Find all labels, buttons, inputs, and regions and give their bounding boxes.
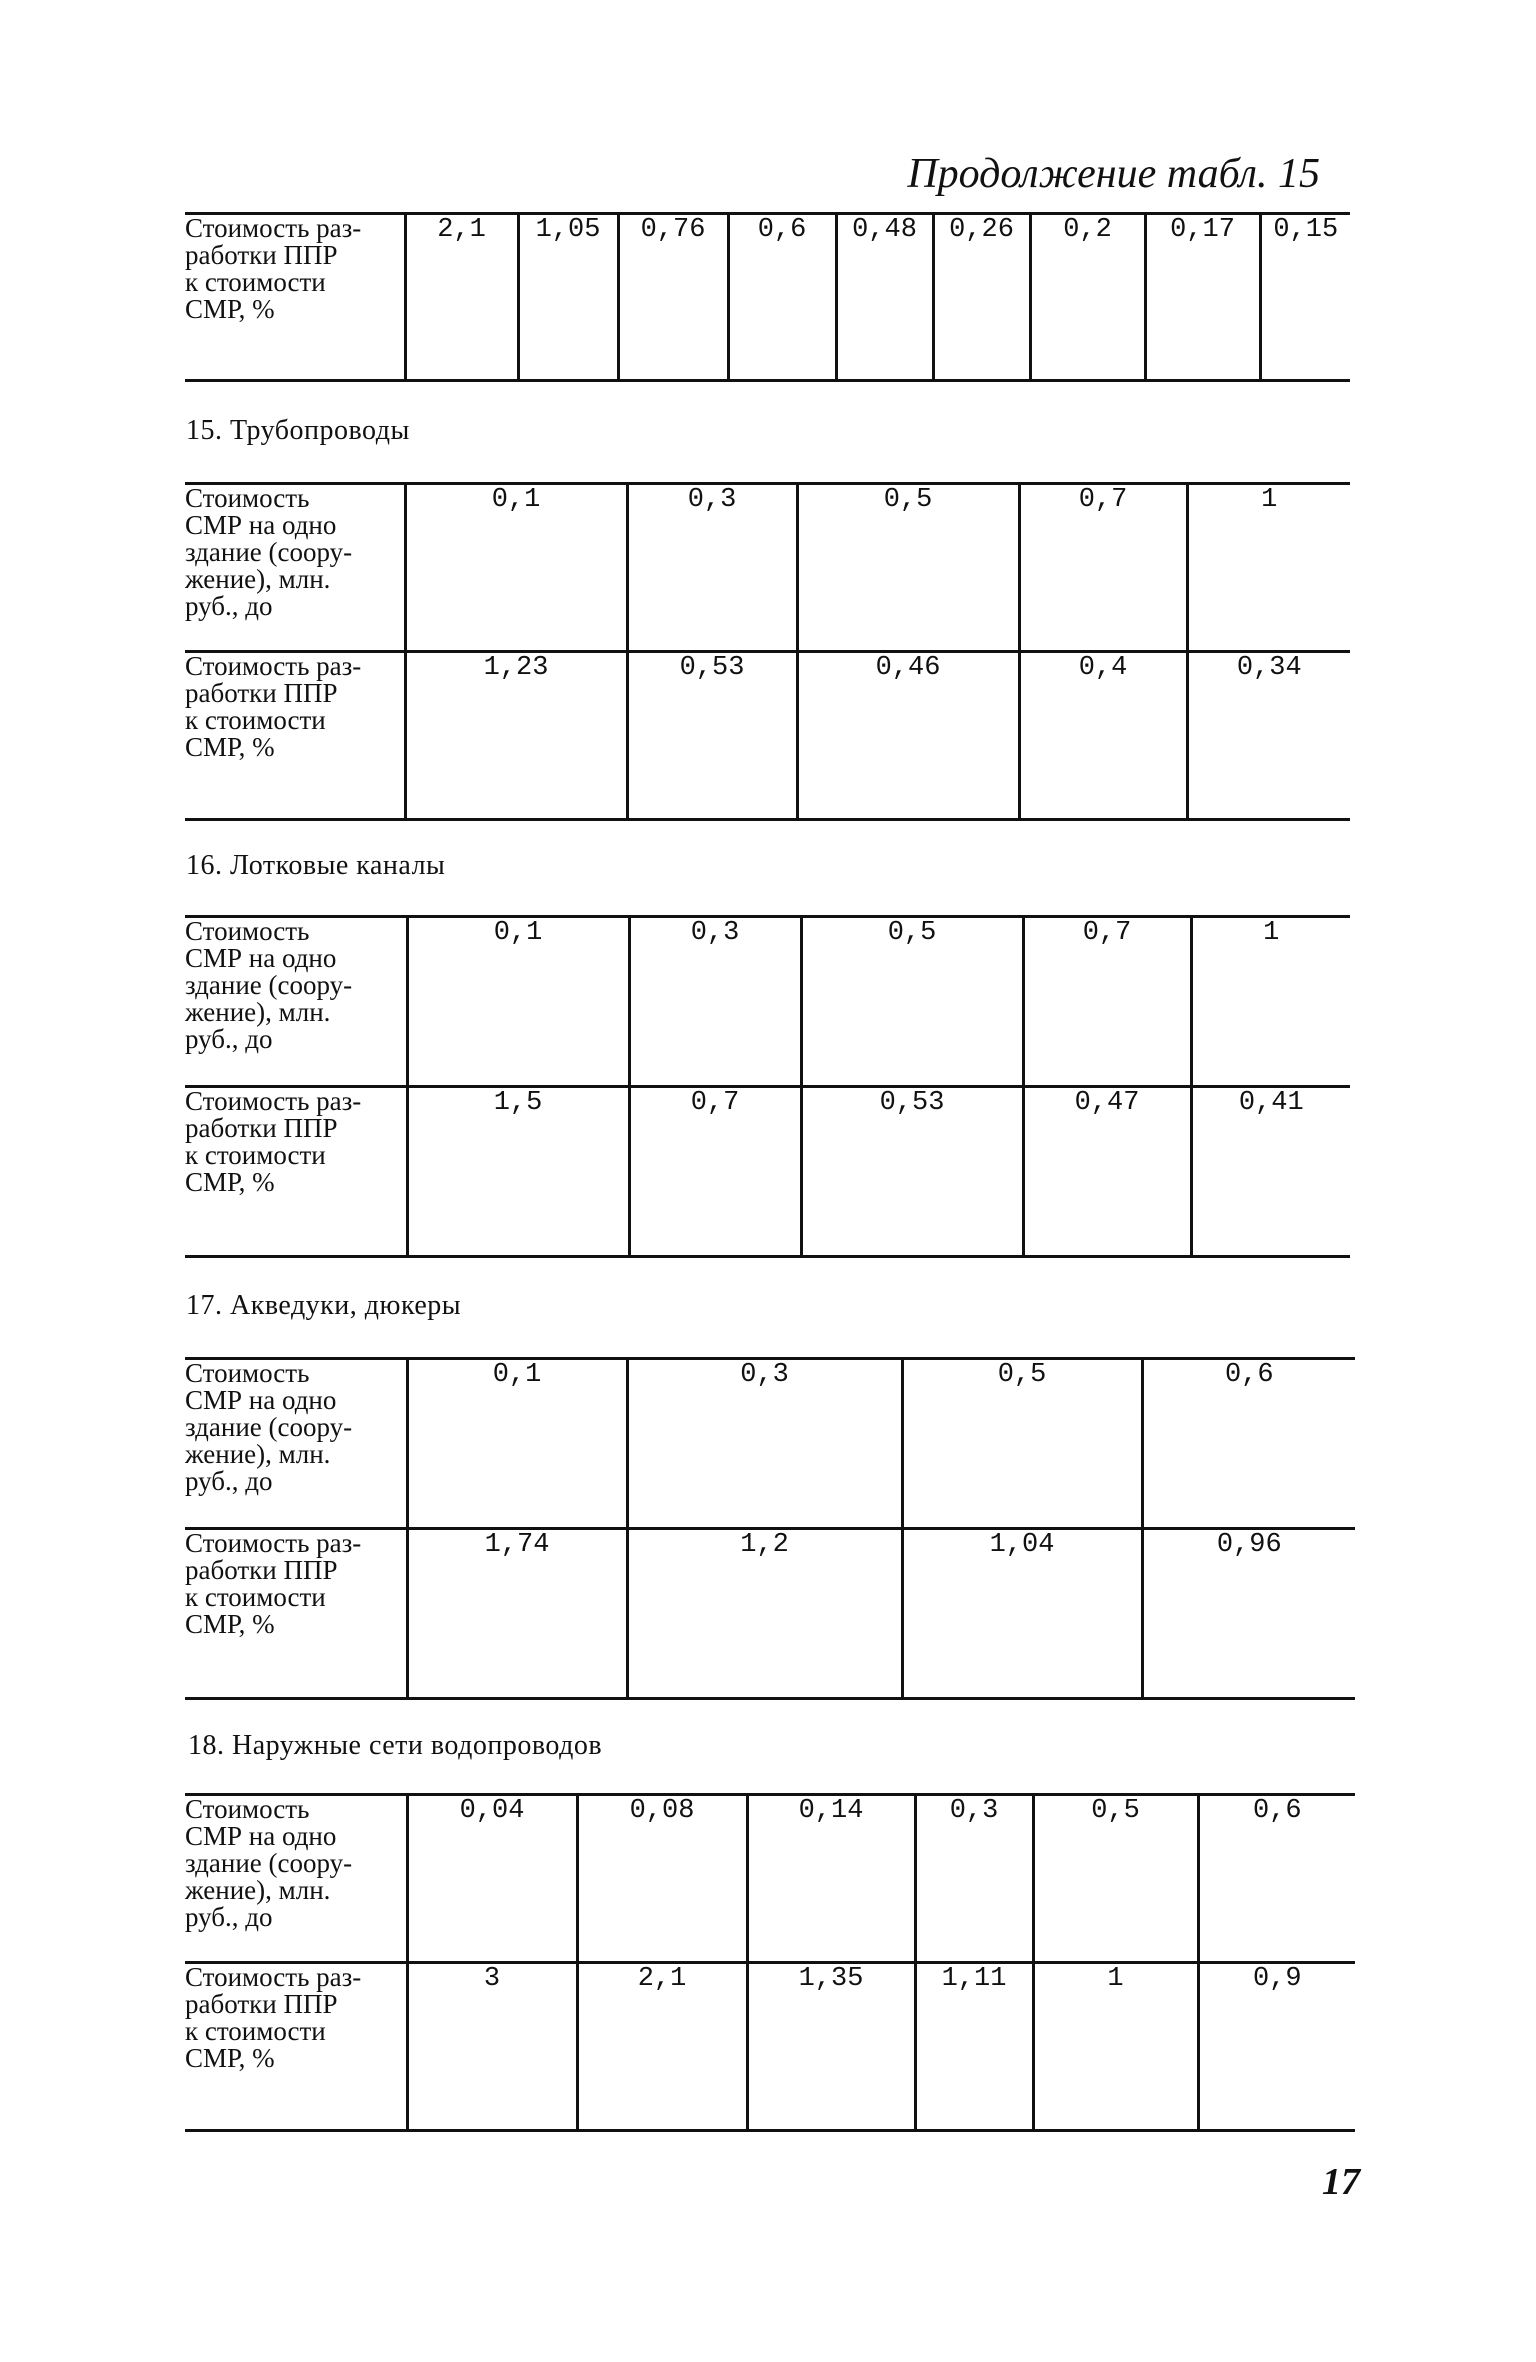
table-cell: 0,46 <box>797 652 1019 820</box>
section-title: 15. Трубопроводы <box>186 415 410 446</box>
table-cell: 0,96 <box>1142 1529 1355 1699</box>
page-number: 17 <box>1322 2161 1360 2203</box>
table-cell: 0,48 <box>836 214 933 381</box>
table-caption: Продолжение табл. 15 <box>907 151 1320 197</box>
table-cell: 1 <box>1187 484 1350 652</box>
table-cell: 0,53 <box>627 652 797 820</box>
table-section-17 <box>185 1357 1355 1700</box>
table-section-15 <box>185 482 1350 821</box>
table-cell: 0,14 <box>747 1795 915 1963</box>
table-row <box>185 1359 1355 1529</box>
table-cell: 1,74 <box>407 1529 627 1699</box>
table-cell: 0,9 <box>1198 1963 1355 2131</box>
section-title: 18. Наружные сети водопроводов <box>188 1730 603 1761</box>
row-label-smr: Стоимость СМР на одно здание (соору- жение), млн. руб., до <box>185 1795 407 1963</box>
table-cell: 0,3 <box>627 484 797 652</box>
table-cell: 0,04 <box>407 1795 577 1963</box>
row-label-smr: Стоимость СМР на одно здание (соору- жение), млн. руб., до <box>185 917 407 1087</box>
table-top-row <box>185 212 1350 382</box>
table-cell: 0,41 <box>1191 1087 1350 1257</box>
table-cell: 0,53 <box>801 1087 1023 1257</box>
section-title: 16. Лотковые каналы <box>186 850 446 881</box>
table-cell: 1,04 <box>902 1529 1142 1699</box>
table-row <box>185 1529 1355 1699</box>
table-cell: 0,6 <box>1198 1795 1355 1963</box>
table-cell: 0,1 <box>405 484 627 652</box>
table-row <box>185 1963 1355 2131</box>
table-cell: 0,4 <box>1019 652 1187 820</box>
table-cell: 0,7 <box>629 1087 801 1257</box>
table-cell: 0,7 <box>1019 484 1187 652</box>
table-cell: 0,34 <box>1187 652 1350 820</box>
row-label-ppr: Стоимость раз- работки ППР к стоимости СМР, % <box>185 1087 407 1257</box>
table-section-16 <box>185 915 1350 1258</box>
table-cell: 0,3 <box>627 1359 902 1529</box>
table-cell: 1,5 <box>407 1087 629 1257</box>
table-cell: 0,3 <box>915 1795 1033 1963</box>
table-cell: 0,6 <box>728 214 836 381</box>
table-cell: 1,2 <box>627 1529 902 1699</box>
row-label-ppr: Стоимость раз- работки ППР к стоимости СМР, % <box>185 1529 407 1699</box>
table-row <box>185 917 1350 1087</box>
table-cell: 0,1 <box>407 917 629 1087</box>
row-label-ppr: Стоимость раз- работки ППР к стоимости СМР, % <box>185 214 405 381</box>
table-cell: 0,08 <box>577 1795 747 1963</box>
table-cell: 1 <box>1191 917 1350 1087</box>
table-cell: 0,1 <box>407 1359 627 1529</box>
row-label-smr: Стоимость СМР на одно здание (соору- жение), млн. руб., до <box>185 1359 407 1529</box>
table-cell: 2,1 <box>405 214 518 381</box>
table-cell: 1 <box>1033 1963 1198 2131</box>
section-title: 17. Акведуки, дюкеры <box>186 1290 462 1321</box>
table-cell: 1,11 <box>915 1963 1033 2131</box>
table-row <box>185 1795 1355 1963</box>
table-row <box>185 214 1350 381</box>
row-label-ppr: Стоимость раз- работки ППР к стоимости СМР, % <box>185 1963 407 2131</box>
table-cell: 0,5 <box>902 1359 1142 1529</box>
table-cell: 0,17 <box>1145 214 1260 381</box>
table-row <box>185 652 1350 820</box>
row-label-ppr: Стоимость раз- работки ППР к стоимости СМР, % <box>185 652 405 820</box>
table-cell: 0,6 <box>1142 1359 1355 1529</box>
table-cell: 1,23 <box>405 652 627 820</box>
row-label-smr: Стоимость СМР на одно здание (соору- жение), млн. руб., до <box>185 484 405 652</box>
table-cell: 3 <box>407 1963 577 2131</box>
table-cell: 0,3 <box>629 917 801 1087</box>
table-cell: 0,5 <box>1033 1795 1198 1963</box>
table-section-18 <box>185 1793 1355 2132</box>
table-cell: 0,2 <box>1030 214 1145 381</box>
table-cell: 0,7 <box>1023 917 1191 1087</box>
table-cell: 0,76 <box>618 214 728 381</box>
table-row <box>185 1087 1350 1257</box>
table-cell: 0,5 <box>801 917 1023 1087</box>
table-cell: 0,5 <box>797 484 1019 652</box>
table-cell: 2,1 <box>577 1963 747 2131</box>
table-cell: 1,35 <box>747 1963 915 2131</box>
table-cell: 0,47 <box>1023 1087 1191 1257</box>
table-cell: 0,26 <box>933 214 1030 381</box>
table-cell: 0,15 <box>1260 214 1350 381</box>
table-row <box>185 484 1350 652</box>
table-cell: 1,05 <box>518 214 618 381</box>
